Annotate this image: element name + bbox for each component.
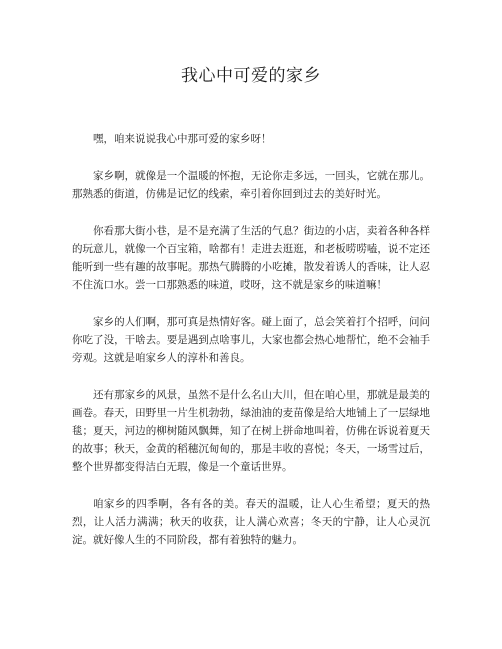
- paragraph-seasons: 咱家乡的四季啊，各有各的美。春天的温暖，让人心生希望；夏天的热烈，让人活力满满；秋天的收获，让人满心欢喜；冬天的宁静，让人心灵沉淀。就好像人生的不同阶段，都有着独特的魅力。: [72, 498, 430, 546]
- document-title: 我心中可爱的家乡: [181, 66, 321, 86]
- paragraph-embrace: 家乡啊，就像是一个温暖的怀抱，无论你走多远，一回头，它就在那儿。那熟悉的街道，仿佛是记忆的线索，牵引着你回到过去的美好时光。: [72, 170, 430, 200]
- paragraph-streets: 你看那大街小巷，是不是充满了生活的气息？街边的小店，卖着各种各样的玩意儿，就像一个百宝箱，啥都有！走进去逛逛，和老板唠唠嗑，说不定还能听到一些有趣的故事呢。那热气腾腾的小吃摊，散发着诱人的香味，让人忍不住流口水。尝一口那熟悉的味道，哎呀，这不就是家乡的味道嘛！: [72, 225, 430, 291]
- paragraph-scenery: 还有那家乡的风景，虽然不是什么名山大川，但在咱心里，那就是最美的画卷。春天，田野里一片生机勃勃，绿油油的麦苗像是给大地铺上了一层绿地毯；夏天，河边的柳树随风飘舞，知了在树上拼命地叫着，仿佛在诉说着夏天的故事；秋天，金黄的稻穗沉甸甸的，那是丰收的喜悦；冬天，一场雪过后，整个世界都变得洁白无瑕，像是一个童话世界。: [72, 389, 430, 473]
- paragraph-intro: 嘿，咱来说说我心中那可爱的家乡呀！: [93, 133, 272, 145]
- paragraph-people: 家乡的人们啊，那可真是热情好客。碰上面了，总会笑着打个招呼，问问你吃了没，干啥去。要是遇到点啥事儿，大家也都会热心地帮忙，绝不会袖手旁观。这就是咱家乡人的淳朴和善良。: [72, 316, 430, 364]
